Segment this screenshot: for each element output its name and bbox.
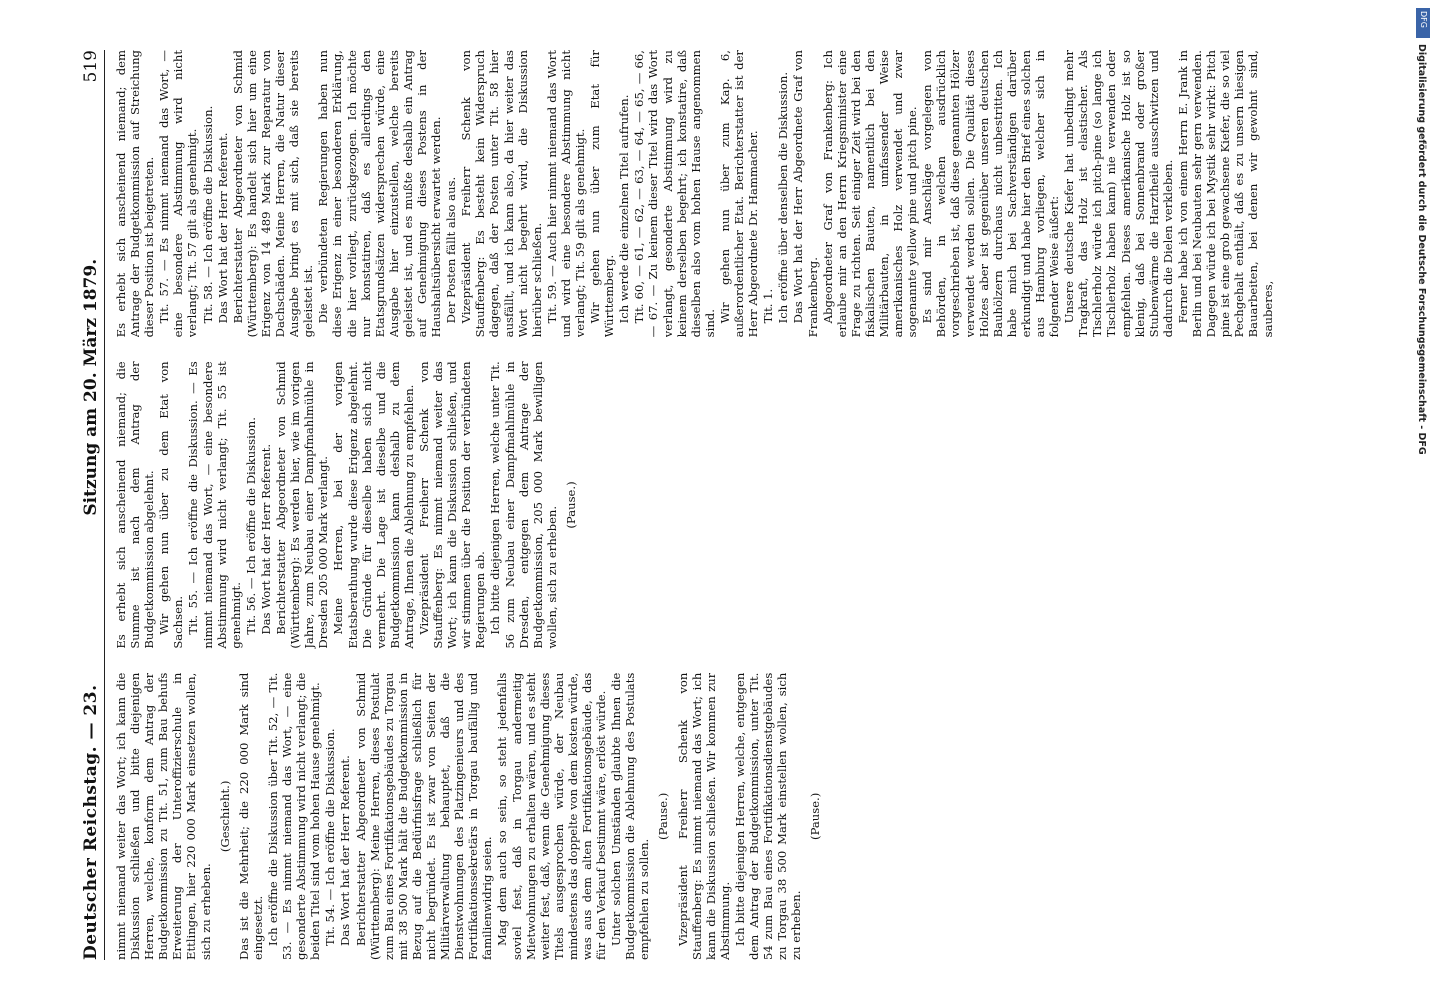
paragraph: Es erhebt sich anscheinend niemand; dem Antrage der Budgetkommission auf Streichung dieser Position ist beigetreten.	[114, 50, 157, 338]
paragraph: Wir gehen nun über zu dem Etat von Sachsen.	[157, 361, 186, 649]
paragraph: Berichterstatter Abgeordneter von Schmid (Württemberg): Meine Herren, dieses Postulat zum Bau eines Fortifikationsgebäudes zu Torgau mit 38 500 Mark hält die Budgetkommission in Bezug auf die Bedürfnisfrage schließlich für nicht begründet. Es ist zwar von Seiten der Militärverwaltung behauptet, daß die Dienstwohnungen des Platzingenieurs und des Fortifikationssekretärs in Torgau baufällig und familienwidrig seien.	[353, 672, 495, 960]
paragraph: (Geschieht.)	[217, 780, 232, 853]
paragraph: Vizepräsident Freiherr Schenk von Stauffenberg: Es nimmt niemand weiter das Wort; ich kann die Diskussion schließen, und wir stimmen über die Position der verbündeten Regierungen ab.	[416, 361, 488, 649]
paragraph: Tit. 58. — Ich eröffne die Diskussion.	[200, 105, 215, 324]
paragraph: Tit. 57. — Es nimmt niemand das Wort, — eine besondere Abstimmung wird nicht verlangt; Tit. 57 gilt als genehmigt.	[157, 50, 200, 338]
paragraph: Tit. 59. — Auch hier nimmt niemand das Wort und wird eine besondere Abstimmung nicht verlangt; Tit. 59 gilt als genehmigt.	[544, 50, 587, 338]
column-1	[114, 673, 1420, 960]
paragraph: Ich eröffne über denselben die Diskussion.	[776, 71, 791, 324]
paragraph: Tit. 55. — Ich eröffne die Diskussion. — Es nimmt niemand das Wort, — eine besondere Abstimmung wird nicht verlangt; Tit. 55 ist genehmigt.	[186, 361, 243, 649]
header-publication: Deutscher Reichstag. — 23.	[81, 684, 101, 960]
paragraph: Das Wort hat der Herr Referent.	[215, 132, 230, 324]
paragraph: Das ist die Mehrheit; die 220 000 Mark sind eingesetzt.	[236, 672, 265, 960]
paragraph: Wir gehen nun über zum Kap. 6, außerordentlicher Etat. Berichterstatter ist der Herr Abgeordnete Dr. Hammacher.	[717, 50, 761, 338]
dfg-badge-label: DFG	[1419, 11, 1428, 28]
paragraph: (Pause.)	[563, 481, 578, 529]
paragraph: (Pause.)	[808, 792, 823, 840]
dfg-badge	[1416, 8, 1430, 38]
page-number: 519	[81, 50, 101, 83]
paragraph: Vizepräsident Freiherr Schenk von Stauffenberg: Es besteht kein Widerspruch dagegen, daß der Posten unter Tit. 58 hier ausfällt, und ich kann also, da hier weiter das Wort nicht begehrt wird, die Diskussion hierüber schließen.	[459, 50, 544, 338]
paragraph: Ich bitte diejenigen Herren, welche, entgegen dem Antrag der Budgetkommission, unter Tit. 54 zum Bau eines Fortifikationsdienstgebäudes zu Torgau 38 500 Mark einstellen wollen, sich zu erheben.	[732, 672, 804, 960]
paragraph: Es sind mir Anschläge vorgelegen von Behörden, in welchen ausdrücklich vorgeschrieben ist, daß diese genannten Hölzer verwendet werden sollen. Die Qualität dieses Holzes aber ist gegenüber unseren deutschen Bauhölzern durchaus nicht unbestritten. Ich habe mich bei Sachverständigen darüber erkundigt und habe hier den Brief eines solchen aus Hamburg vorliegen, welcher sich in folgender Weise äußert:	[920, 50, 1062, 338]
paragraph: Der Posten fällt also aus.	[444, 176, 459, 324]
paragraph: Tit. 60, — 61, — 62, — 63, — 64, — 65, — 66, — 67. — Zu keinem dieser Titel wird das Wort verlangt, gesonderte Abstimmung wird zu keinem derselben begehrt; ich konstatire, daß dieselben also vom hohen Hause angenommen sind.	[632, 50, 717, 338]
paragraph: Vizepräsident Freiherr Schenk von Stauffenberg: Es nimmt niemand das Wort; ich kann die Diskussion schließen. Wir kommen zur Abstimmung.	[675, 672, 732, 960]
paragraph: Berichterstatter Abgeordneter von Schmid (Württemberg): Es werden hier, wie im vorigen Jahre, zum Neubau einer Dampfmahlmühle in Dresden 205 000 Mark verlangt.	[274, 361, 331, 649]
paragraph: Berichterstatter Abgeordneter von Schmid (Württemberg): Es handelt sich hier um eine Erigenz von 14 489 Mark zur Reparatur von Dachschäden. Meine Herren, die Natur dieser Ausgabe bringt es mit sich, daß sie bereits geleistet ist.	[230, 50, 316, 338]
paragraph: Meine Herren, bei der vorigen Etatsberathung wurde diese Erigenz abgelehnt. Die Gründe für dieselbe haben sich nicht vermehrt. Die Lage ist dieselbe und die Budgetkommission kann deshalb zu dem Antrage, Ihnen die Ablehnung zu empfehlen.	[331, 361, 416, 649]
paragraph: Tit. 56. — Ich eröffne die Diskussion.	[243, 417, 258, 635]
text-columns	[114, 50, 1420, 960]
paragraph: Das Wort hat der Herr Referent.	[338, 755, 353, 946]
page-header	[78, 50, 105, 960]
paragraph: Das Wort hat der Herr Referent.	[258, 443, 273, 635]
digitization-credit	[1413, 44, 1429, 664]
paragraph: Tit. 54. — Ich eröffne die Diskussion.	[323, 728, 338, 946]
column-3	[114, 50, 1420, 337]
paragraph: Ich eröffne die Diskussion über Tit. 52, — Tit. 53. — Es nimmt niemand das Wort, — eine gesonderte Abstimmung wird nicht verlangt; die beiden Titel sind vom hohen Hause genehmigt.	[265, 672, 323, 960]
paragraph: Mag dem auch so sein, so steht jedenfalls soviel fest, daß in Torgau andermeitig Mietwohnungen zu erhalten wären, und es steht weiter fest, daß, wenn die Genehmigung dieses Titels ausgesprochen würde, der Neubau mindestens das doppelte von dem kosten würde, was aus dem alten Fortifikationsgebäude, das für den Verkauf bestimmt wäre, erlöst würde.	[495, 672, 609, 960]
paragraph: Das Wort hat der Herr Abgeordnete Graf von Frankenberg.	[791, 50, 820, 338]
paragraph: Die verbündeten Regierungen haben nun diese Erigenz in einer besonderen Erklärung, die hier vorliegt, zurückgezogen. Ich möchte nur konstatiren, daß es allerdings den Etatsgrundsätzen widersprechen würde, eine Ausgabe hier einzustellen, welche bereits geleistet ist, und es mußte deshalb ein Antrag auf Genehmigung dieses Postens in der Haushaltsübersicht erwartet werden.	[316, 50, 444, 338]
paragraph: Es erhebt sich anscheinend niemand; die Summe ist nach dem Antrag der Budgetkommission abgelehnt.	[114, 361, 157, 649]
document-page	[70, 30, 1430, 980]
column-2	[114, 361, 1420, 648]
paragraph: Tit. 1.	[761, 288, 776, 324]
paragraph: Unsere deutsche Kiefer hat unbedingt mehr Tragkraft, das Holz ist elastischer. Als Tischlerholz würde ich pitch-pine (so lange ich Tischlerholz haben kann) nie verwenden oder empfehlen. Dieses amerikanische Holz ist so klenig, daß bei Sonnenbrand oder großer Stubenwärme die Harztheile ausschwitzen und dadurch die Dielen verkleben.	[1062, 50, 1175, 338]
digitization-credit-text: Digitalisierung gefördert durch die Deutsche Forschungsgemeinschaft - DFG	[1416, 44, 1427, 455]
paragraph: Ferner habe ich von einem Herrn E. Jrank in Berlin und bei Neubauten sehr gern verwenden. Dagegen würde ich bei Mystik sehr wirkt: Pitch pine ist eine grob gewachsene Kiefer, die so viel Pechgehalt enthält, daß es zu unsern hiesigen Bauarbeiten, bei denen wir gewohnt sind, sauberes,	[1175, 50, 1275, 338]
paragraph: Wir gehen nun über zum Etat für Württemberg.	[588, 50, 617, 338]
paragraph: Ich werde die einzelnen Titel aufrufen.	[617, 94, 632, 324]
header-session-date: Sitzung am 20. März 1879.	[81, 258, 101, 516]
paragraph: Unter solchen Umständen glaubte Ihnen die Budgetkommission die Ablehnung des Postulats empfehlen zu sollen.	[609, 672, 652, 960]
paragraph: (Pause.)	[656, 792, 671, 840]
paragraph: Ich bitte diejenigen Herren, welche unter Tit. 56 zum Neubau einer Dampfmahlmühle in Dresden, entgegen dem Antrage der Budgetkommission, 205 000 Mark bewilligen wollen, sich zu erheben.	[488, 361, 559, 649]
paragraph: Abgeordneter Graf von Frankenberg: Ich erlaube mir an den Herrn Kriegsminister eine Frage zu richten. Seit einiger Zeit wird bei den fiskalischen Bauten, namentlich bei den Militärbauten, in umfassender Weise amerikanisches Holz verwendet und zwar sogenannte yellow pine und pitch pine.	[820, 50, 920, 338]
paragraph: nimmt niemand weiter das Wort; ich kann die Diskussion schließen und bitte diejenigen Herren, welche, konform dem Antrag der Budgetkommission zu Tit. 51, zum Bau behufs Erweiterung der Unteroffizierschule in Ettlingen, hier 220 000 Mark einsetzen wollen, sich zu erheben.	[114, 672, 213, 960]
